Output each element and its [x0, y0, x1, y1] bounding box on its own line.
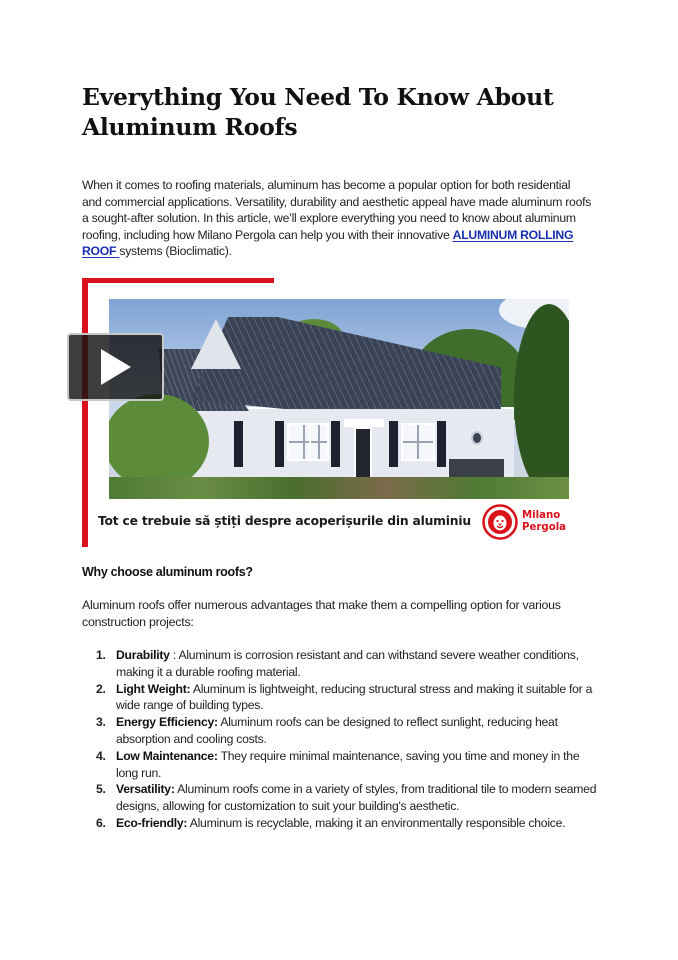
red-accent-bar-left [82, 278, 88, 547]
list-number: 5. [96, 782, 106, 797]
tree [514, 304, 569, 494]
window [401, 423, 435, 461]
benefit-text: Aluminum is recyclable, making it an environmentally responsible choice. [189, 815, 566, 830]
milano-pergola-brand [482, 504, 566, 540]
benefit-text: Aluminum is corrosion resistant and can withstand severe weather conditions, making it a durable roofing material. [116, 648, 579, 679]
benefit-text: Aluminum roofs come in a variety of styles, from traditional tile to modern seamed designs, allowing for customization to suit your building's aesthetic. [116, 782, 597, 814]
brand-name-line2: Pergola [522, 522, 567, 533]
house-photo [109, 299, 569, 499]
aluminum-rolling-roof-link[interactable]: ALUMINUM ROLLING ROOF [82, 227, 574, 258]
page-title: Everything You Need To Know About Aluminum Roofs [82, 83, 554, 141]
intro-paragraph [82, 177, 592, 260]
benefit-item-durability [96, 647, 601, 681]
benefit-term: Durability [116, 648, 170, 662]
list-number: 2. [96, 681, 106, 696]
section-intro: Aluminum roofs offer numerous advantages that make them a compelling option for various construction projects: [82, 598, 561, 629]
benefit-term: Eco-friendly: [116, 815, 188, 830]
benefit-text: Aluminum roofs can be designed to reflect sunlight, reducing heat absorption and cooling costs. [116, 715, 558, 746]
benefit-item-energy-efficiency [96, 714, 601, 748]
list-number: 6. [96, 815, 106, 830]
list-number: 4. [96, 748, 106, 763]
intro-text-end: systems (Bioclimatic). [119, 244, 232, 258]
front-door [354, 427, 372, 479]
image-caption: Tot ce trebuie să știți despre acoperișurile din aluminiu [98, 514, 471, 528]
shutter [234, 421, 243, 467]
shutter [437, 421, 446, 467]
benefit-item-low-maintenance [96, 748, 601, 782]
benefit-term: Low Maintenance: [116, 748, 218, 763]
shutter [275, 421, 284, 467]
list-number: 1. [96, 648, 106, 662]
brand-name [522, 510, 566, 534]
benefit-term: Versatility: [116, 782, 175, 797]
shutter [331, 421, 340, 467]
section-heading: Why choose aluminum roofs? [82, 565, 253, 579]
lion-logo-icon [482, 504, 518, 540]
benefit-term: Light Weight: [116, 681, 191, 696]
window [309, 423, 329, 461]
featured-image-banner [82, 278, 582, 550]
benefit-text: Aluminum is lightweight, reducing structural stress and making it suitable for a wide range of building types. [116, 681, 593, 713]
list-number: 3. [96, 715, 106, 730]
shutter [389, 421, 398, 467]
play-video-button[interactable] [67, 333, 164, 401]
round-window [471, 431, 483, 445]
porch-sign [344, 419, 384, 427]
separator: : [169, 648, 179, 662]
benefit-text: They require minimal maintenance, saving you time and money in the long run. [116, 748, 580, 780]
benefit-item-eco-friendly [96, 815, 601, 832]
intro-text: When it comes to roofing materials, aluminum has become a popular option for both residential and commercial applications. Versatility, durability and aesthetic appeal have made aluminum roofs a sought-after solution. In this article, we’ll explore everything you need to know about aluminum roofing, including how Milano Pergola can help you with their innovative [82, 178, 592, 242]
benefit-term: Energy Efficiency: [116, 715, 218, 730]
benefit-item-light-weight [96, 681, 601, 715]
garden [109, 477, 569, 499]
benefits-list [96, 647, 601, 832]
benefit-item-versatility [96, 781, 601, 815]
red-accent-bar-top [82, 278, 274, 283]
play-icon [91, 345, 135, 389]
brand-name-line1: Milano [522, 510, 561, 521]
